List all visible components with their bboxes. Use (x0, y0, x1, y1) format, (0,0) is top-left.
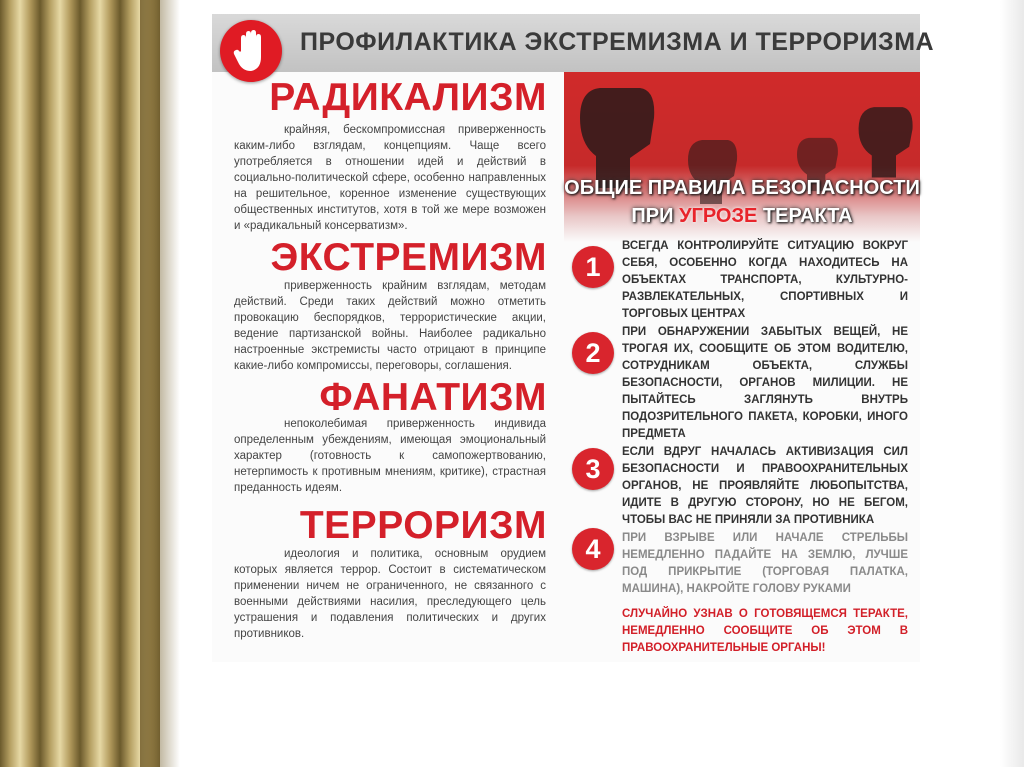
definition-fanaticism: непоколебимая приверженность индивида определенным убеждениям, имеющая эмоциональный характер (готовность к самопожертвованию, нетерпимость к противным мнениям, критике), страстная преданность идеям. (234, 418, 546, 494)
definition-extremism: приверженность крайним взглядам, методам действий. Среди таких действий можно отметить провокацию беспорядков, террористические акции, ведение партизанской войны. Наиболее радикально настроенные экстремисты часто отрицают в принципе какие-либо компромиссы, переговоры, соглашения. (234, 280, 546, 372)
poster-title: ПРОФИЛАКТИКА ЭКСТРЕМИЗМА И ТЕРРОРИЗМА (300, 28, 935, 56)
safety-rules-title (564, 174, 920, 230)
rule-number-badge: 2 (572, 332, 614, 374)
safety-title-accent: УГРОЗЕ (679, 205, 758, 227)
curtain-shadow (140, 0, 180, 767)
rule-text: ПРИ ВЗРЫВЕ ИЛИ НАЧАЛЕ СТРЕЛЬБЫ НЕМЕДЛЕННО ПАДАЙТЕ НА ЗЕМЛЮ, ЛУЧШЕ ПОД ПРИКРЫТИЕ (ТОРГОВАЯ ПАЛАТКА, МАШИНА), НАКРОЙТЕ ГОЛОВУ РУКАМИ (622, 532, 908, 595)
safety-title-prefix: ПРИ (631, 205, 680, 227)
rule-text: ВСЕГДА КОНТРОЛИРУЙТЕ СИТУАЦИЮ ВОКРУГ СЕБЯ, ОСОБЕННО КОГДА НАХОДИТЕСЬ НА ОБЪЕКТАХ ТРАНСПОРТА, КУЛЬТУРНО-РАЗВЛЕКАТЕЛЬНЫХ, СПОРТИВНЫХ И ТОРГОВЫХ ЦЕНТРАХ (622, 240, 908, 320)
raised-fist-icon (570, 78, 660, 188)
slide-edge (1000, 0, 1024, 767)
rule-number-badge: 1 (572, 246, 614, 288)
safety-title-suffix: ТЕРАКТА (757, 205, 853, 227)
rule-number-badge: 3 (572, 448, 614, 490)
safety-title-line2 (564, 202, 920, 230)
term-radicalism: РАДИКАЛИЗМ (269, 76, 547, 119)
poster-header (212, 14, 935, 72)
poster (212, 14, 935, 662)
definition-radicalism: крайняя, бескомпромиссная приверженность каким-либо взглядам, концепциям. Чаще всего употребляется в отношении идей и действий в социально-политической сфере, особенно направленных на решительное, коренное изменение существующих общественных институтов, хотя в той же мере возможен и «радикальный консерватизм». (234, 124, 546, 232)
safety-title-line1: ОБЩИЕ ПРАВИЛА БЕЗОПАСНОСТИ (564, 177, 920, 199)
term-extremism: ЭКСТРЕМИЗМ (270, 236, 547, 279)
warning-text: СЛУЧАЙНО УЗНАВ О ГОТОВЯЩЕМСЯ ТЕРАКТЕ, НЕМЕДЛЕННО СООБЩИТЕ ОБ ЭТОМ В ПРАВООХРАНИТЕЛЬНЫЕ ОРГАНЫ! (622, 608, 908, 654)
term-terrorism: ТЕРРОРИЗМ (299, 504, 547, 547)
gold-curtain-decoration (0, 0, 160, 767)
rule-text: ПРИ ОБНАРУЖЕНИИ ЗАБЫТЫХ ВЕЩЕЙ, НЕ ТРОГАЯ ИХ, СООБЩИТЕ ОБ ЭТОМ ВОДИТЕЛЮ, СОТРУДНИКАМ ОБЪЕКТА, СЛУЖБЫ БЕЗОПАСНОСТИ, ОРГАНОВ МИЛИЦИИ. НЕ ПЫТАЙТЕСЬ ЗАГЛЯНУТЬ ВНУТРЬ ПОДОЗРИТЕЛЬНОГО ПАКЕТА, КОРОБКИ, ИНОГО ПРЕДМЕТА (622, 326, 908, 440)
stop-hand-icon (220, 20, 282, 82)
rule-text: ЕСЛИ ВДРУГ НАЧАЛАСЬ АКТИВИЗАЦИЯ СИЛ БЕЗОПАСНОСТИ И ПРАВООХРАНИТЕЛЬНЫХ ОРГАНОВ, НЕ ПРОЯВЛЯЙТЕ ЛЮБОПЫТСТВА, ИДИТЕ В ДРУГУЮ СТОРОНУ, НО НЕ БЕГОМ, ЧТОБЫ ВАС НЕ ПРИНЯЛИ ЗА ПРОТИВНИКА (622, 446, 908, 526)
term-fanaticism: ФАНАТИЗМ (319, 376, 547, 419)
definition-terrorism: идеология и политика, основным орудием которых является террор. Состоит в систематическом применении ничем не ограниченного, не связанного с военными действиями насилия, преследующего цель устрашения и подавления политических и других противников. (234, 548, 546, 640)
rule-number-badge: 4 (572, 528, 614, 570)
raised-fist-icon (852, 94, 918, 184)
